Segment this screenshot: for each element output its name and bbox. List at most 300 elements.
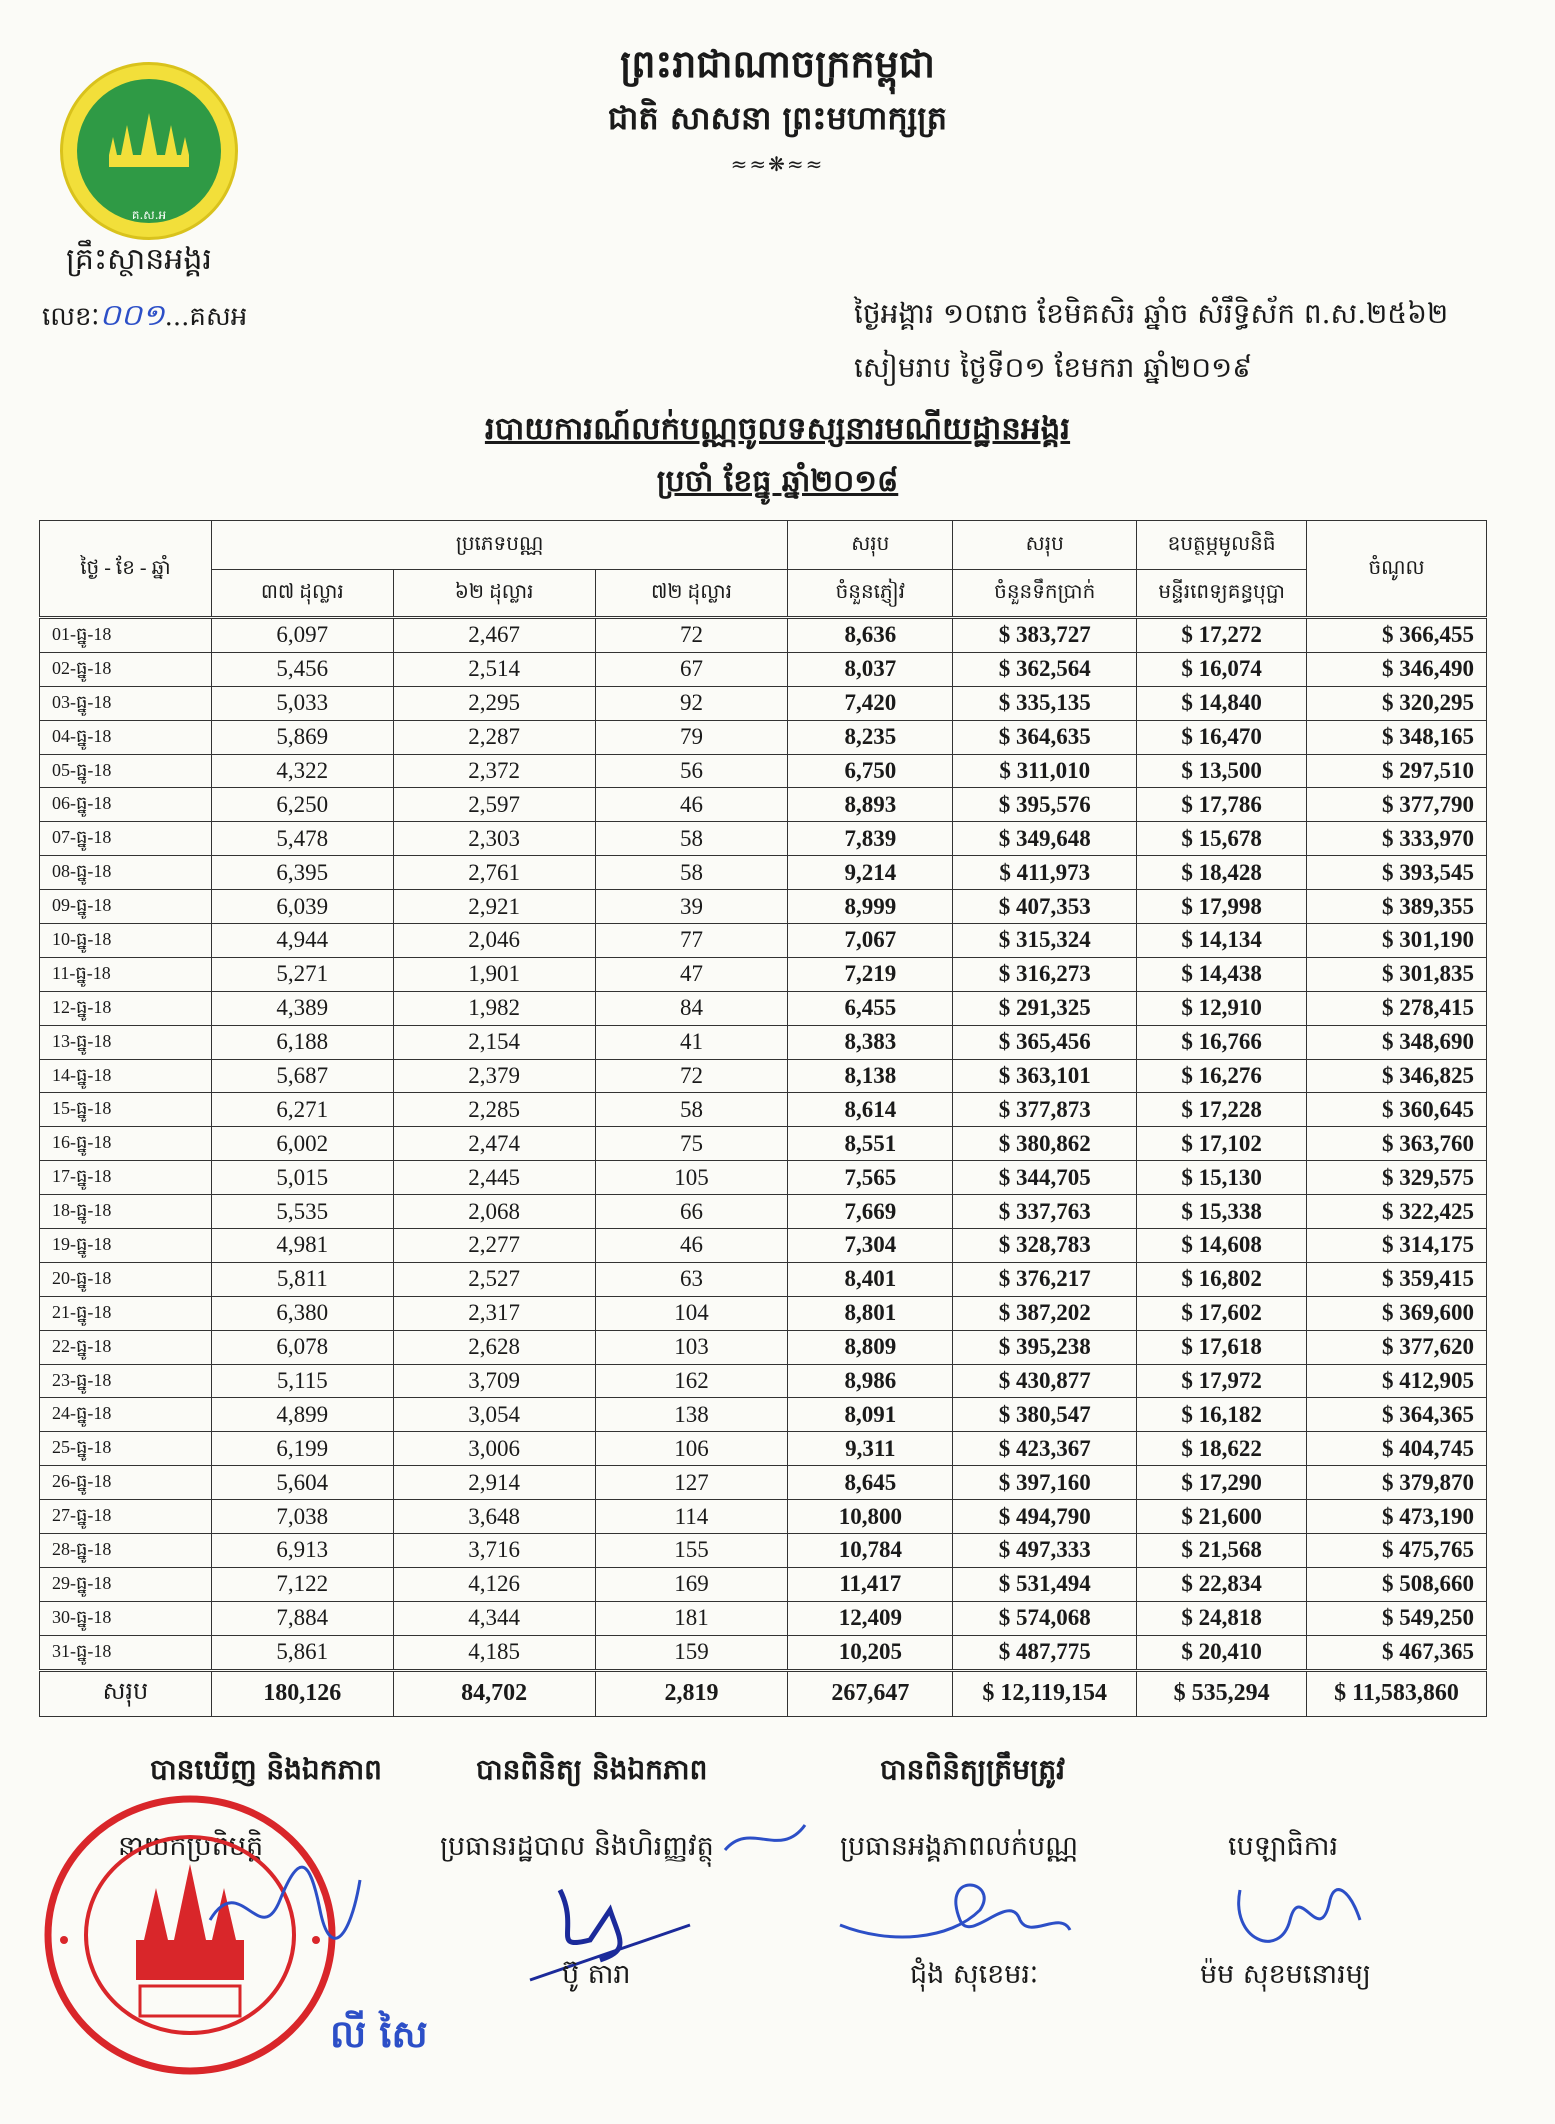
cell-t62: 2,761 (393, 856, 595, 890)
sales-head-name: ជុំង សុខេមរៈ (910, 1959, 1039, 1990)
table-row (40, 686, 1487, 720)
org-name: គ្រឹះស្ថានអង្គរ (66, 242, 212, 277)
cell-visitors: 8,614 (788, 1093, 953, 1127)
cell-amount: $ 328,783 (953, 1229, 1137, 1263)
cell-subsidy: $ 22,834 (1137, 1567, 1307, 1601)
cell-amount: $ 315,324 (953, 924, 1137, 958)
cell-visitors: 9,311 (788, 1432, 953, 1466)
cell-revenue: $ 549,250 (1307, 1601, 1487, 1635)
ref-number: ០០១ (99, 298, 165, 333)
cell-visitors: 7,565 (788, 1161, 953, 1195)
cell-t37: 5,604 (211, 1466, 393, 1500)
cell-visitors: 8,091 (788, 1398, 953, 1432)
director-role: នាយកប្រតិបត្តិ (118, 1831, 264, 1862)
cell-t37: 5,115 (211, 1364, 393, 1398)
cell-revenue: $ 377,620 (1307, 1330, 1487, 1364)
cell-visitors: 8,636 (788, 618, 953, 653)
cell-revenue: $ 508,660 (1307, 1567, 1487, 1601)
cell-date: 03-ធ្នូ-18 (40, 686, 212, 720)
director-signature (200, 1850, 370, 1960)
cell-subsidy: $ 18,622 (1137, 1432, 1307, 1466)
cell-date: 11-ធ្នូ-18 (40, 957, 212, 991)
cell-subsidy: $ 17,602 (1137, 1296, 1307, 1330)
cell-amount: $ 574,068 (953, 1601, 1137, 1635)
cell-t62: 4,185 (393, 1635, 595, 1670)
cell-subsidy: $ 17,972 (1137, 1364, 1307, 1398)
cell-subsidy: $ 17,290 (1137, 1466, 1307, 1500)
cell-revenue: $ 320,295 (1307, 686, 1487, 720)
cell-revenue: $ 348,165 (1307, 720, 1487, 754)
cell-t62: 1,982 (393, 991, 595, 1025)
cell-t72: 159 (595, 1635, 788, 1670)
cell-date: 23-ធ្នូ-18 (40, 1364, 212, 1398)
header-total-visitors-2: ចំនួនភ្ញៀវ (788, 570, 953, 618)
cell-subsidy: $ 16,182 (1137, 1398, 1307, 1432)
cell-t72: 72 (595, 618, 788, 653)
cell-t37: 5,456 (211, 652, 393, 686)
cell-t37: 5,811 (211, 1262, 393, 1296)
cell-t72: 75 (595, 1127, 788, 1161)
cell-t72: 127 (595, 1466, 788, 1500)
cell-date: 15-ធ្នូ-18 (40, 1093, 212, 1127)
table-row (40, 1567, 1487, 1601)
report-title: របាយការណ៍លក់បណ្ណចូលទស្សនារមណីយដ្ឋានអង្គរ (484, 411, 1071, 447)
cell-t62: 4,126 (393, 1567, 595, 1601)
cell-t37: 5,869 (211, 720, 393, 754)
cell-t62: 2,317 (393, 1296, 595, 1330)
cell-subsidy: $ 14,438 (1137, 957, 1307, 991)
cell-t62: 2,046 (393, 924, 595, 958)
ref-suffix: ...គសអ (164, 302, 248, 332)
cell-subsidy: $ 17,618 (1137, 1330, 1307, 1364)
cell-date: 27-ធ្នូ-18 (40, 1500, 212, 1534)
cell-subsidy: $ 15,130 (1137, 1161, 1307, 1195)
cell-date: 21-ធ្នូ-18 (40, 1296, 212, 1330)
table-row (40, 1262, 1487, 1296)
table-row (40, 788, 1487, 822)
cell-t62: 3,648 (393, 1500, 595, 1534)
director-name: លី សៃ (330, 2011, 428, 2056)
cell-date: 18-ធ្នូ-18 (40, 1195, 212, 1229)
cell-revenue: $ 393,545 (1307, 856, 1487, 890)
cell-subsidy: $ 13,500 (1137, 754, 1307, 788)
cell-visitors: 6,455 (788, 991, 953, 1025)
cell-revenue: $ 346,825 (1307, 1059, 1487, 1093)
cell-subsidy: $ 17,998 (1137, 890, 1307, 924)
cell-t72: 79 (595, 720, 788, 754)
checked-approved-label: បានពិនិត្យ និងឯកភាព (476, 1753, 708, 1786)
cell-t72: 84 (595, 991, 788, 1025)
cell-date: 13-ធ្នូ-18 (40, 1025, 212, 1059)
cell-date: 22-ធ្នូ-18 (40, 1330, 212, 1364)
kingdom-heading: ព្រះរាជាណាចក្រកម្ពុជា (620, 41, 935, 86)
cell-amount: $ 311,010 (953, 754, 1137, 788)
table-row (40, 1500, 1487, 1534)
cell-revenue: $ 346,490 (1307, 652, 1487, 686)
cell-subsidy: $ 14,840 (1137, 686, 1307, 720)
cell-date: 16-ធ្នូ-18 (40, 1127, 212, 1161)
cell-amount: $ 291,325 (953, 991, 1137, 1025)
cell-revenue: $ 473,190 (1307, 1500, 1487, 1534)
cell-amount: $ 395,576 (953, 788, 1137, 822)
cell-revenue: $ 363,760 (1307, 1127, 1487, 1161)
cell-date: 05-ធ្នូ-18 (40, 754, 212, 788)
cell-t72: 138 (595, 1398, 788, 1432)
total-amount: $ 12,119,154 (953, 1670, 1137, 1716)
cell-visitors: 8,235 (788, 720, 953, 754)
report-subtitle: ប្រចាំ ខែធ្នូ ឆ្នាំ២០១៨ (656, 464, 899, 499)
cell-t37: 6,199 (211, 1432, 393, 1466)
table-row (40, 1296, 1487, 1330)
cell-t37: 4,899 (211, 1398, 393, 1432)
cell-subsidy: $ 17,228 (1137, 1093, 1307, 1127)
total-subsidy: $ 535,294 (1137, 1670, 1307, 1716)
cell-revenue: $ 359,415 (1307, 1262, 1487, 1296)
cell-t37: 5,687 (211, 1059, 393, 1093)
cell-revenue: $ 301,835 (1307, 957, 1487, 991)
table-row (40, 890, 1487, 924)
cell-visitors: 8,551 (788, 1127, 953, 1161)
cell-date: 28-ធ្នូ-18 (40, 1534, 212, 1568)
cell-date: 29-ធ្នូ-18 (40, 1567, 212, 1601)
cell-amount: $ 380,862 (953, 1127, 1137, 1161)
cell-t72: 46 (595, 788, 788, 822)
cell-t72: 46 (595, 1229, 788, 1263)
table-row (40, 1432, 1487, 1466)
cashier-role: បេឡាធិការ (1228, 1831, 1339, 1862)
cell-t72: 56 (595, 754, 788, 788)
header-ticket-72: ៧២ ដុល្លារ (595, 570, 788, 618)
cell-amount: $ 487,775 (953, 1635, 1137, 1670)
cell-revenue: $ 297,510 (1307, 754, 1487, 788)
cell-visitors: 8,999 (788, 890, 953, 924)
cell-amount: $ 430,877 (953, 1364, 1137, 1398)
header-ticket-62: ៦២ ដុល្លារ (393, 570, 595, 618)
total-t37: 180,126 (211, 1670, 393, 1716)
cell-t72: 72 (595, 1059, 788, 1093)
reference-number (42, 296, 247, 340)
cell-revenue: $ 364,365 (1307, 1398, 1487, 1432)
cell-t62: 2,914 (393, 1466, 595, 1500)
cell-revenue: $ 333,970 (1307, 822, 1487, 856)
cell-t37: 5,535 (211, 1195, 393, 1229)
table-row (40, 1093, 1487, 1127)
cell-t62: 3,716 (393, 1534, 595, 1568)
total-t72: 2,819 (595, 1670, 788, 1716)
cell-t72: 104 (595, 1296, 788, 1330)
cell-t37: 5,033 (211, 686, 393, 720)
cell-date: 09-ធ្នូ-18 (40, 890, 212, 924)
table-row (40, 754, 1487, 788)
cell-subsidy: $ 14,608 (1137, 1229, 1307, 1263)
cell-revenue: $ 412,905 (1307, 1364, 1487, 1398)
total-revenue: $ 11,583,860 (1307, 1670, 1487, 1716)
sales-head-role: ប្រធានអង្គភាពលក់បណ្ណ (840, 1831, 1079, 1862)
cell-t72: 41 (595, 1025, 788, 1059)
seen-approved-label: បានឃើញ និងឯកភាព (150, 1753, 382, 1786)
national-motto: ជាតិ សាសនា ព្រះមហាក្សត្រ (607, 99, 948, 137)
cell-amount: $ 344,705 (953, 1161, 1137, 1195)
cell-amount: $ 494,790 (953, 1500, 1137, 1534)
cell-t62: 1,901 (393, 957, 595, 991)
cell-t37: 4,981 (211, 1229, 393, 1263)
cell-revenue: $ 366,455 (1307, 618, 1487, 653)
cell-revenue: $ 329,575 (1307, 1161, 1487, 1195)
cell-date: 24-ធ្នូ-18 (40, 1398, 212, 1432)
cell-visitors: 7,219 (788, 957, 953, 991)
cell-visitors: 7,067 (788, 924, 953, 958)
cashier-signature (1220, 1860, 1370, 1970)
cell-amount: $ 377,873 (953, 1093, 1137, 1127)
cell-revenue: $ 348,690 (1307, 1025, 1487, 1059)
cell-visitors: 10,205 (788, 1635, 953, 1670)
cell-date: 20-ធ្នូ-18 (40, 1262, 212, 1296)
table-row (40, 957, 1487, 991)
checked-correct-label: បានពិនិត្យត្រឹមត្រូវ (880, 1753, 1065, 1786)
cell-date: 25-ធ្នូ-18 (40, 1432, 212, 1466)
cell-t72: 162 (595, 1364, 788, 1398)
cell-revenue: $ 475,765 (1307, 1534, 1487, 1568)
cell-subsidy: $ 17,102 (1137, 1127, 1307, 1161)
header-ticket-type: ប្រភេទបណ្ណ (211, 521, 788, 570)
cell-t37: 7,884 (211, 1601, 393, 1635)
cell-subsidy: $ 14,134 (1137, 924, 1307, 958)
cell-subsidy: $ 16,766 (1137, 1025, 1307, 1059)
cell-t62: 2,514 (393, 652, 595, 686)
table-row (40, 1229, 1487, 1263)
cell-t72: 181 (595, 1601, 788, 1635)
cashier-name: ម៉ម សុខមនោរម្យ (1200, 1959, 1371, 1990)
cell-t62: 2,597 (393, 788, 595, 822)
cell-t37: 6,380 (211, 1296, 393, 1330)
ref-prefix: លេខៈ (42, 302, 100, 332)
cell-date: 07-ធ្នូ-18 (40, 822, 212, 856)
cell-subsidy: $ 15,678 (1137, 822, 1307, 856)
cell-revenue: $ 369,600 (1307, 1296, 1487, 1330)
cell-revenue: $ 301,190 (1307, 924, 1487, 958)
cell-revenue: $ 379,870 (1307, 1466, 1487, 1500)
header-date: ថ្ងៃ - ខែ - ឆ្នាំ (40, 521, 212, 618)
cell-visitors: 8,986 (788, 1364, 953, 1398)
org-logo (60, 62, 238, 240)
cell-visitors: 9,214 (788, 856, 953, 890)
cell-t72: 47 (595, 957, 788, 991)
cell-t62: 2,068 (393, 1195, 595, 1229)
cell-visitors: 8,801 (788, 1296, 953, 1330)
table-row (40, 991, 1487, 1025)
cell-subsidy: $ 17,786 (1137, 788, 1307, 822)
table-row (40, 1466, 1487, 1500)
cell-t72: 155 (595, 1534, 788, 1568)
cell-t62: 3,006 (393, 1432, 595, 1466)
cell-t37: 5,478 (211, 822, 393, 856)
total-label: សរុប (40, 1670, 212, 1716)
cell-t37: 4,944 (211, 924, 393, 958)
header-revenue: ចំណូល (1307, 521, 1487, 618)
cell-t37: 7,038 (211, 1500, 393, 1534)
cell-t62: 2,628 (393, 1330, 595, 1364)
sales-signature (830, 1850, 1080, 1960)
cell-amount: $ 423,367 (953, 1432, 1137, 1466)
cell-visitors: 8,645 (788, 1466, 953, 1500)
cell-visitors: 10,784 (788, 1534, 953, 1568)
table-row (40, 618, 1487, 653)
cell-date: 01-ធ្នូ-18 (40, 618, 212, 653)
table-row (40, 1127, 1487, 1161)
table-row (40, 822, 1487, 856)
admin-name: ប៊ូ តារា (562, 1959, 631, 1990)
cell-date: 10-ធ្នូ-18 (40, 924, 212, 958)
cell-t72: 169 (595, 1567, 788, 1601)
admin-pen-mark (720, 1810, 810, 1870)
table-row (40, 1161, 1487, 1195)
cell-visitors: 8,138 (788, 1059, 953, 1093)
cell-amount: $ 397,160 (953, 1466, 1137, 1500)
ornament-divider: ≈≈❋≈≈ (730, 152, 825, 176)
header-total-amount-2: ចំនួនទឹកប្រាក់ (953, 570, 1137, 618)
cell-t62: 2,285 (393, 1093, 595, 1127)
cell-amount: $ 335,135 (953, 686, 1137, 720)
logo-label: គ.ស.អ (131, 208, 167, 222)
table-row (40, 1601, 1487, 1635)
cell-visitors: 7,669 (788, 1195, 953, 1229)
table-row (40, 924, 1487, 958)
cell-subsidy: $ 15,338 (1137, 1195, 1307, 1229)
cell-t72: 58 (595, 822, 788, 856)
cell-subsidy: $ 16,276 (1137, 1059, 1307, 1093)
cell-t72: 114 (595, 1500, 788, 1534)
cell-date: 08-ធ្នូ-18 (40, 856, 212, 890)
cell-revenue: $ 404,745 (1307, 1432, 1487, 1466)
cell-t37: 6,250 (211, 788, 393, 822)
cell-t62: 2,154 (393, 1025, 595, 1059)
sales-table (39, 520, 1487, 1717)
cell-amount: $ 411,973 (953, 856, 1137, 890)
cell-t37: 6,271 (211, 1093, 393, 1127)
cell-amount: $ 362,564 (953, 652, 1137, 686)
cell-revenue: $ 389,355 (1307, 890, 1487, 924)
cell-visitors: 8,383 (788, 1025, 953, 1059)
cell-t72: 77 (595, 924, 788, 958)
cell-visitors: 7,839 (788, 822, 953, 856)
cell-date: 26-ធ្នូ-18 (40, 1466, 212, 1500)
cell-t62: 2,467 (393, 618, 595, 653)
cell-date: 31-ធ្នូ-18 (40, 1635, 212, 1670)
cell-t72: 103 (595, 1330, 788, 1364)
table-row (40, 1025, 1487, 1059)
lunar-date: ថ្ងៃអង្គារ ១០រោច ខែមិគសិរ ឆ្នាំច សំរឹទ្ធិស័ក ព.ស.២៥៦២ (854, 297, 1449, 330)
cell-t37: 6,188 (211, 1025, 393, 1059)
table-row (40, 1059, 1487, 1093)
cell-revenue: $ 467,365 (1307, 1635, 1487, 1670)
cell-t62: 2,303 (393, 822, 595, 856)
cell-t37: 6,078 (211, 1330, 393, 1364)
cell-visitors: 8,401 (788, 1262, 953, 1296)
cell-subsidy: $ 20,410 (1137, 1635, 1307, 1670)
cell-revenue: $ 360,645 (1307, 1093, 1487, 1127)
table-row (40, 1364, 1487, 1398)
cell-t37: 6,913 (211, 1534, 393, 1568)
cell-t72: 66 (595, 1195, 788, 1229)
table-row (40, 1534, 1487, 1568)
cell-visitors: 6,750 (788, 754, 953, 788)
total-visitors: 267,647 (788, 1670, 953, 1716)
header-total-amount-1: សរុប (953, 521, 1137, 570)
cell-t37: 6,097 (211, 618, 393, 653)
cell-date: 12-ធ្នូ-18 (40, 991, 212, 1025)
cell-t62: 3,054 (393, 1398, 595, 1432)
cell-t62: 2,379 (393, 1059, 595, 1093)
cell-t37: 4,322 (211, 754, 393, 788)
header-subsidy-2: មន្ទីរពេទ្យគន្ធបុប្ផា (1137, 570, 1307, 618)
cell-visitors: 7,420 (788, 686, 953, 720)
cell-t37: 4,389 (211, 991, 393, 1025)
cell-date: 14-ធ្នូ-18 (40, 1059, 212, 1093)
cell-t72: 105 (595, 1161, 788, 1195)
cell-date: 17-ធ្នូ-18 (40, 1161, 212, 1195)
admin-head-role: ប្រធានរដ្ឋបាល និងហិរញ្ញវត្ថុ (440, 1831, 714, 1862)
cell-amount: $ 349,648 (953, 822, 1137, 856)
total-t62: 84,702 (393, 1670, 595, 1716)
table-row (40, 856, 1487, 890)
cell-t62: 2,921 (393, 890, 595, 924)
cell-date: 30-ធ្នូ-18 (40, 1601, 212, 1635)
cell-date: 19-ធ្នូ-18 (40, 1229, 212, 1263)
cell-t72: 58 (595, 856, 788, 890)
header-total-visitors-1: សរុប (788, 521, 953, 570)
cell-subsidy: $ 21,600 (1137, 1500, 1307, 1534)
total-row (40, 1670, 1487, 1716)
cell-t72: 92 (595, 686, 788, 720)
cell-t72: 58 (595, 1093, 788, 1127)
cell-amount: $ 380,547 (953, 1398, 1137, 1432)
cell-t37: 6,395 (211, 856, 393, 890)
cell-visitors: 10,800 (788, 1500, 953, 1534)
cell-t72: 63 (595, 1262, 788, 1296)
cell-visitors: 8,809 (788, 1330, 953, 1364)
cell-amount: $ 376,217 (953, 1262, 1137, 1296)
table-row (40, 1195, 1487, 1229)
cell-revenue: $ 322,425 (1307, 1195, 1487, 1229)
table-row (40, 1330, 1487, 1364)
cell-amount: $ 365,456 (953, 1025, 1137, 1059)
cell-t62: 2,277 (393, 1229, 595, 1263)
cell-visitors: 8,037 (788, 652, 953, 686)
cell-t62: 2,295 (393, 686, 595, 720)
table-row (40, 720, 1487, 754)
header-ticket-37: ៣៧ ដុល្លារ (211, 570, 393, 618)
cell-t37: 5,861 (211, 1635, 393, 1670)
table-row (40, 652, 1487, 686)
cell-t37: 5,015 (211, 1161, 393, 1195)
cell-t37: 6,002 (211, 1127, 393, 1161)
cell-subsidy: $ 16,802 (1137, 1262, 1307, 1296)
cell-t62: 2,372 (393, 754, 595, 788)
cell-t37: 5,271 (211, 957, 393, 991)
cell-date: 06-ធ្នូ-18 (40, 788, 212, 822)
cell-t62: 2,527 (393, 1262, 595, 1296)
cell-t72: 67 (595, 652, 788, 686)
cell-t62: 2,445 (393, 1161, 595, 1195)
cell-amount: $ 395,238 (953, 1330, 1137, 1364)
cell-amount: $ 383,727 (953, 618, 1137, 653)
table-row (40, 1635, 1487, 1670)
cell-amount: $ 363,101 (953, 1059, 1137, 1093)
cell-amount: $ 316,273 (953, 957, 1137, 991)
cell-subsidy: $ 21,568 (1137, 1534, 1307, 1568)
cell-subsidy: $ 24,818 (1137, 1601, 1307, 1635)
cell-subsidy: $ 17,272 (1137, 618, 1307, 653)
